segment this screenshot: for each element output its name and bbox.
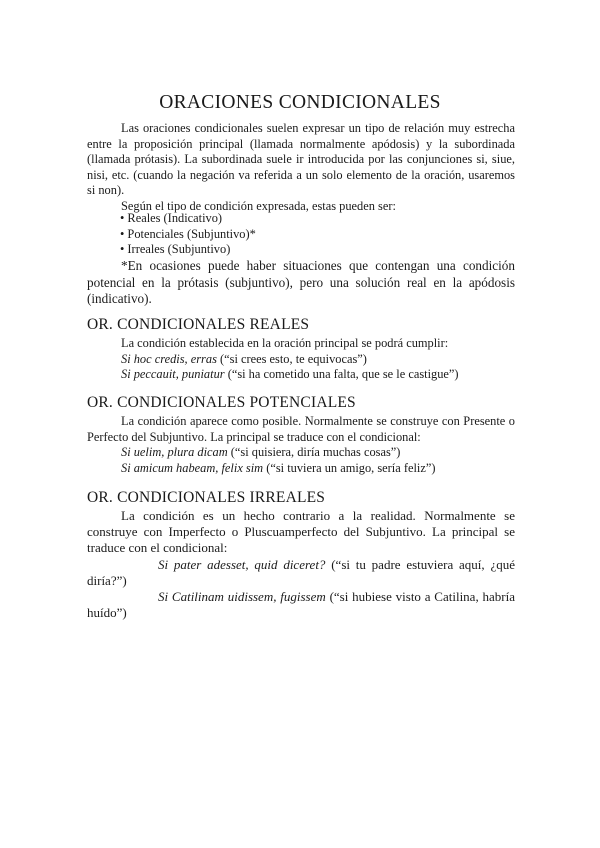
irreales-text: La condición es un hecho contrario a la realidad. Normalmente se construye con Imperfecto o Pluscuamperfecto del Subjuntivo. La principal se traduce con el condicional: xyxy=(87,508,515,556)
example-translation: (“si hubiese visto a Catilina, habría huído”) xyxy=(87,589,515,621)
example-line xyxy=(87,589,515,621)
latin-example: Si Catilinam uidissem, fugissem xyxy=(158,589,326,605)
section-heading-potenciales: OR. CONDICIONALES POTENCIALES xyxy=(87,394,356,411)
example-translation: (“si ha cometido una falta, que se le castigue”) xyxy=(224,367,459,382)
reales-section xyxy=(87,336,515,383)
latin-example: Si uelim, plura dicam xyxy=(121,445,228,460)
intro-section xyxy=(87,121,515,215)
section-heading-reales: OR. CONDICIONALES REALES xyxy=(87,316,310,333)
latin-example: Si peccauit, puniatur xyxy=(121,367,225,382)
intro-paragraph: Las oraciones condicionales suelen expresar un tipo de relación muy estrecha entre la proposición principal (llamada normalmente apódosis) y la subordinada (llamada prótasis). La subordinada suele ir introducida por las conjunciones si, siue, nisi, etc. (cuando la negación va referida a un solo elemento de la oración, usaremos si non). xyxy=(87,121,515,198)
latin-example: Si amicum habeam, felix sim xyxy=(121,460,264,475)
condition-types-list xyxy=(120,211,256,258)
example-line xyxy=(87,461,515,477)
example-line xyxy=(87,445,515,461)
latin-example: Si hoc credis, erras xyxy=(121,351,217,366)
reales-text: La condición establecida en la oración principal se podrá cumplir: xyxy=(121,336,449,350)
footnote-section xyxy=(87,258,515,308)
example-line xyxy=(87,367,515,383)
example-translation: (“si tu padre estuviera aquí, ¿qué diría?”) xyxy=(87,556,515,588)
irreales-section xyxy=(87,508,515,621)
example-translation: (“si tuviera un amigo, sería feliz”) xyxy=(263,460,436,475)
footnote-paragraph: *En ocasiones puede haber situaciones que contengan una condición potencial en la prótasis (subjuntivo), pero una solución real en la apódosis (indicativo). xyxy=(87,258,515,306)
example-translation: (“si quisiera, diría muchas cosas”) xyxy=(227,445,401,460)
potenciales-text: La condición aparece como posible. Normalmente se construye con Presente o Perfecto del Subjuntivo. La principal se traduce con el condicional: xyxy=(87,414,515,444)
list-item: • Potenciales (Subjuntivo)* xyxy=(120,226,256,241)
list-item: • Reales (Indicativo) xyxy=(120,211,223,225)
example-translation: (“si crees esto, te equivocas”) xyxy=(216,351,367,366)
example-line xyxy=(87,352,515,368)
section-heading-irreales: OR. CONDICIONALES IRREALES xyxy=(87,489,326,506)
latin-example: Si pater adesset, quid diceret? xyxy=(158,556,326,572)
potenciales-section xyxy=(87,414,515,476)
list-item: • Irreales (Subjuntivo) xyxy=(120,242,231,257)
page-title: ORACIONES CONDICIONALES xyxy=(159,92,441,113)
example-line xyxy=(87,557,515,589)
condition-types-lead: Según el tipo de condición expresada, estas pueden ser: xyxy=(121,198,396,213)
